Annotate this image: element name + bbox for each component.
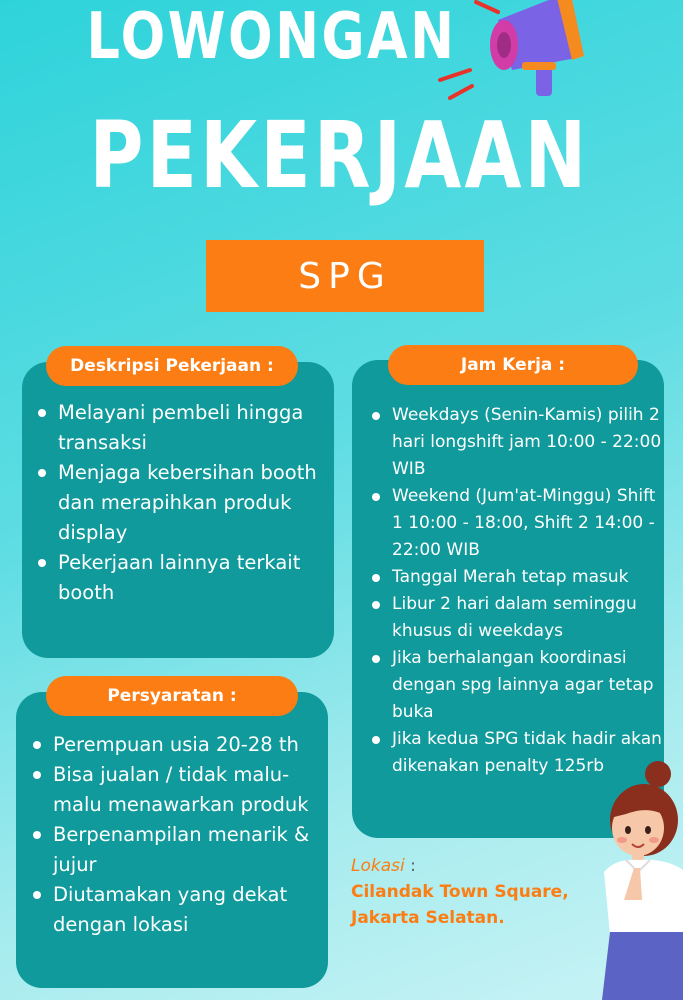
list-item: Jika berhalangan koordinasi dengan spg lainnya agar tetap buka [370, 645, 664, 726]
list-item: Jika kedua SPG tidak hadir akan dikenakan penalty 125rb [370, 726, 664, 780]
list-item: Weekdays (Senin-Kamis) pilih 2 hari longshift jam 10:00 - 22:00 WIB [370, 402, 664, 483]
title-pekerjaan: PEKERJAAN [89, 102, 590, 209]
list-item: Perempuan usia 20-28 th [31, 730, 329, 760]
lokasi-block [351, 853, 611, 931]
list-item: Melayani pembeli hingga transaksi [36, 398, 332, 458]
woman-illustration [596, 760, 683, 1000]
title-lowongan: LOWONGAN [86, 0, 457, 74]
list-item: Menjaga kebersihan booth dan merapihkan produk display [36, 458, 332, 548]
list-item: Diutamakan yang dekat dengan lokasi [31, 880, 329, 940]
lokasi-place-line2: Jakarta Selatan. [351, 908, 505, 928]
jam-kerja-list [370, 402, 664, 780]
deskripsi-heading: Deskripsi Pekerjaan : [46, 346, 298, 386]
lokasi-colon: : [404, 856, 416, 876]
list-item: Weekend (Jum'at-Minggu) Shift 1 10:00 - 18:00, Shift 2 14:00 - 22:00 WIB [370, 483, 664, 564]
list-item: Bisa jualan / tidak malu-malu menawarkan produk [31, 760, 329, 820]
deskripsi-list [36, 398, 332, 608]
position-banner: SPG [206, 240, 484, 312]
list-item: Libur 2 hari dalam seminggu khusus di weekdays [370, 591, 664, 645]
jam-kerja-heading: Jam Kerja : [388, 345, 638, 385]
lokasi-label: Lokasi [351, 856, 405, 876]
persyaratan-list [31, 730, 329, 940]
list-item: Berpenampilan menarik & jujur [31, 820, 329, 880]
lokasi-place-line1: Cilandak Town Square, [351, 882, 569, 902]
list-item: Tanggal Merah tetap masuk [370, 564, 664, 591]
megaphone-icon [436, 0, 596, 110]
persyaratan-heading: Persyaratan : [46, 676, 298, 716]
list-item: Pekerjaan lainnya terkait booth [36, 548, 332, 608]
